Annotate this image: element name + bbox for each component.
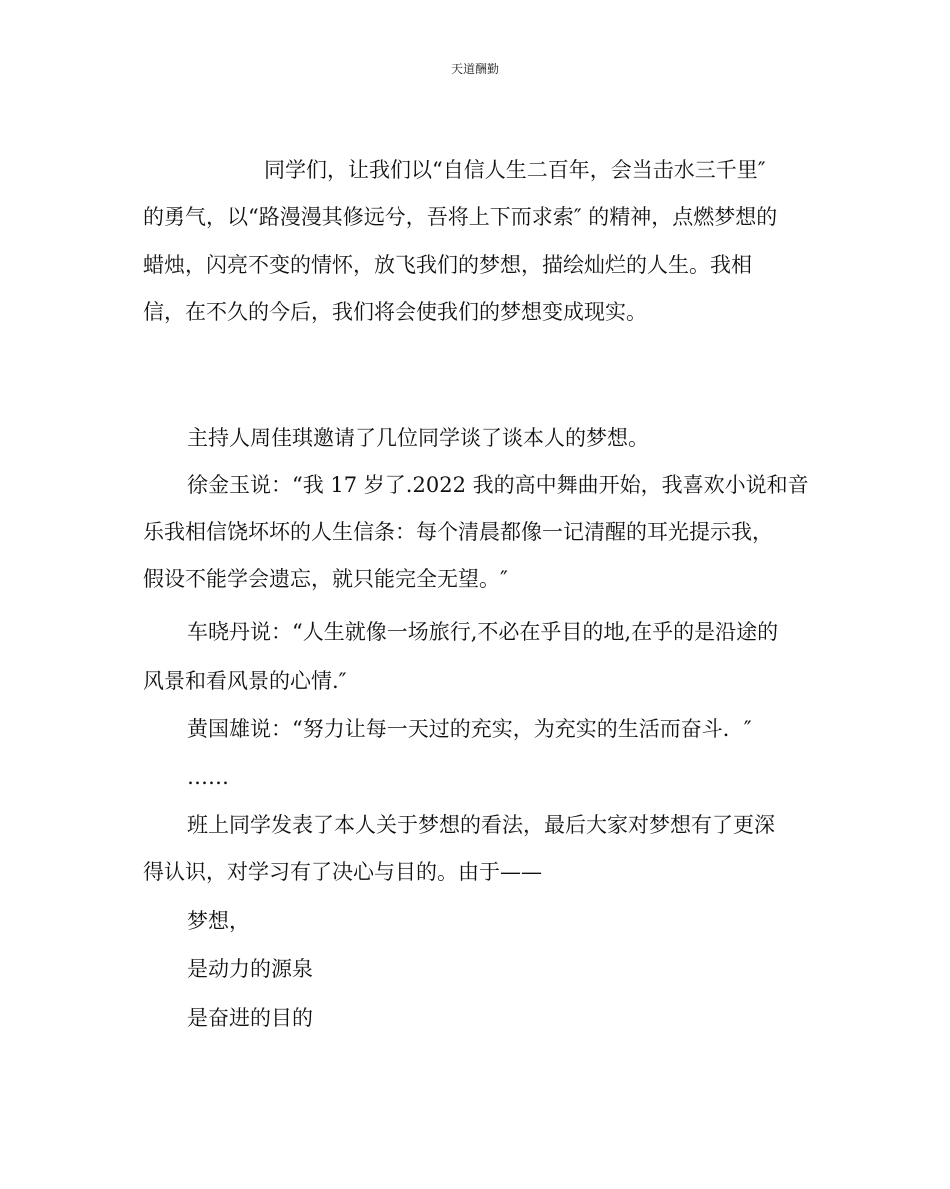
paragraph-line: 得认识，对学习有了决心与目的。由于—— <box>143 860 542 884</box>
paragraph-line: 同学们，让我们以“自信人生二百年，会当击水三千里″ <box>264 158 766 182</box>
paragraph-line: 的勇气，以“路漫漫其修远兮，吾将上下而求索″ 的精神，点燃梦想的 <box>143 205 778 229</box>
poem-line: 是奋进的目的 <box>187 1006 313 1030</box>
paragraph-line: 班上同学发表了本人关于梦想的看法，最后大家对梦想有了更深 <box>187 813 775 837</box>
paragraph-line: 黄国雄说：“努力让每一天过的充实，为充实的生活而奋斗．″ <box>187 717 752 741</box>
paragraph-line: 徐金玉说：“我 17 岁了.2022 我的高中舞曲开始，我喜欢小说和音 <box>187 473 809 497</box>
paragraph-line: 风景和看风景的心情.″ <box>143 669 347 693</box>
paragraph-line: 信，在不久的今后，我们将会使我们的梦想变成现实。 <box>143 300 647 324</box>
paragraph-line: 主持人周佳琪邀请了几位同学谈了谈本人的梦想。 <box>187 426 649 450</box>
paragraph-line: 车晓丹说：“人生就像一场旅行,不必在乎目的地,在乎的是沿途的 <box>187 620 779 644</box>
paragraph-line: 蜡烛，闪亮不变的情怀，放飞我们的梦想，描绘灿烂的人生。我相 <box>143 253 752 277</box>
poem-line: 梦想， <box>187 909 250 933</box>
page-header: 天道酬勤 <box>450 62 499 76</box>
ellipsis-line: …… <box>187 765 229 789</box>
paragraph-line: 乐我相信饶坏坏的人生信条：每个清晨都像一记清醒的耳光提示我， <box>143 520 773 544</box>
poem-line: 是动力的源泉 <box>187 957 313 981</box>
paragraph-line: 假设不能学会遗忘，就只能完全无望。″ <box>143 567 508 591</box>
